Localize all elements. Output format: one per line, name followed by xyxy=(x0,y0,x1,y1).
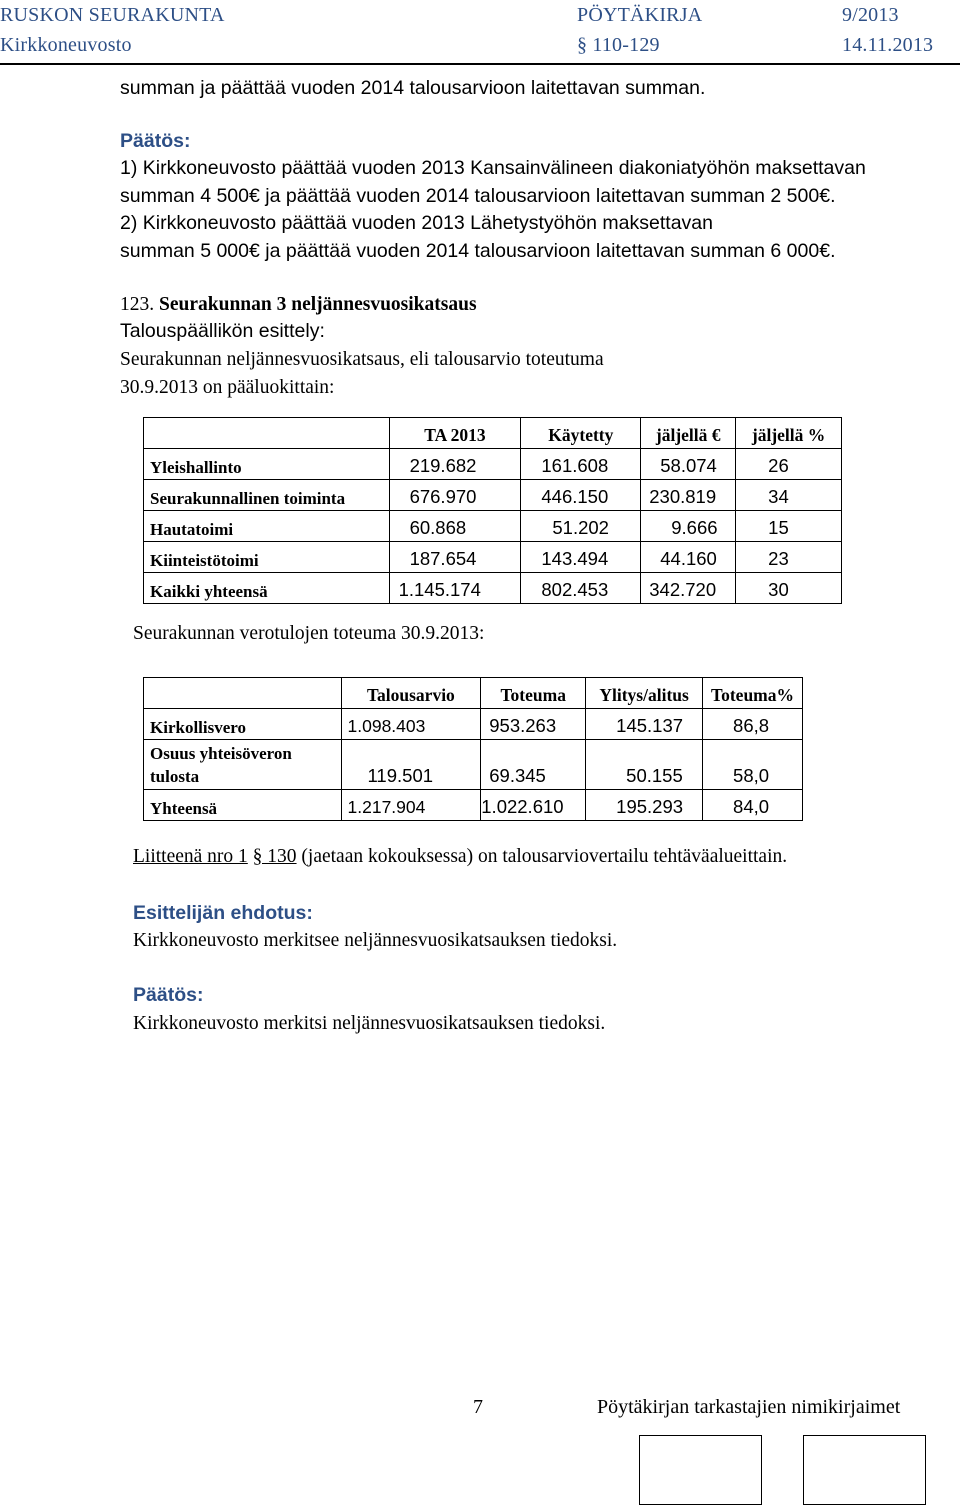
row-label: Hautatoimi xyxy=(144,511,390,542)
row-label: Seurakunnallinen toiminta xyxy=(144,480,390,511)
cell: 9.666 xyxy=(641,511,736,542)
budget-table xyxy=(143,417,842,604)
row-label: Kiinteistötoimi xyxy=(144,542,390,573)
page-number: 7 xyxy=(473,1396,483,1418)
header-doc-number: 9/2013 xyxy=(842,4,899,26)
cell: 953.263 xyxy=(481,709,586,740)
row-label: Kaikki yhteensä xyxy=(144,573,390,604)
table-header-cell: Ylitys/alitus xyxy=(586,678,703,709)
intro-line: summan ja päättää vuoden 2014 talousarvioon laitettavan summan. xyxy=(120,77,706,99)
cell: 15 xyxy=(736,511,842,542)
header-body: Kirkkoneuvosto xyxy=(0,34,132,56)
cell: 219.682 xyxy=(389,449,521,480)
cell: 145.137 xyxy=(586,709,703,740)
row-label: Kirkollisvero xyxy=(144,709,342,740)
cell: 86,8 xyxy=(703,709,803,740)
header-doc-type: PÖYTÄKIRJA xyxy=(577,4,703,26)
cell: 69.345 xyxy=(481,740,586,790)
table-row xyxy=(144,709,803,740)
proposal-text: Kirkkoneuvosto merkitsee neljännesvuosikatsauksen tiedoksi. xyxy=(133,930,618,951)
cell: 26 xyxy=(736,449,842,480)
section-number: 123. xyxy=(120,294,155,315)
table-header-row xyxy=(144,678,803,709)
table-row xyxy=(144,542,842,573)
row-label: Osuus yhteisöveron tulosta xyxy=(144,740,342,790)
cell: 23 xyxy=(736,542,842,573)
decision-label: Päätös: xyxy=(120,130,191,152)
signatures-label: Pöytäkirjan tarkastajien nimikirjaimet xyxy=(597,1396,901,1418)
cell: 60.868 xyxy=(389,511,521,542)
tax-table xyxy=(143,677,803,821)
header-date: 14.11.2013 xyxy=(842,34,934,56)
cell: 143.494 xyxy=(521,542,641,573)
section-desc-line: 30.9.2013 on pääluokittain: xyxy=(120,377,335,398)
decision-line: summan 4 500€ ja päättää vuoden 2014 talousarvioon laitettavan summan 2 500€. xyxy=(120,185,836,207)
table-header-cell: jäljellä % xyxy=(736,418,842,449)
header-org: RUSKON SEURAKUNTA xyxy=(0,4,225,26)
signature-box[interactable] xyxy=(803,1435,926,1505)
cell: 1.022.610 xyxy=(481,790,586,821)
proposal-label: Esittelijän ehdotus: xyxy=(133,902,313,924)
table-header-cell xyxy=(144,418,390,449)
row-label: Yleishallinto xyxy=(144,449,390,480)
table-header-cell: Toteuma xyxy=(481,678,586,709)
cell: 161.608 xyxy=(521,449,641,480)
appendix-text: (jaetaan kokouksessa) on talousarviovertailu tehtäväalueittain. xyxy=(296,846,788,867)
decision-line: 1) Kirkkoneuvosto päättää vuoden 2013 Kansainvälineen diakoniatyöhön maksettavan xyxy=(120,157,866,179)
table-header-cell: Toteuma% xyxy=(703,678,803,709)
appendix-link[interactable]: Liitteenä nro 1 xyxy=(133,846,248,867)
table-row xyxy=(144,449,842,480)
cell: 802.453 xyxy=(521,573,641,604)
tax-heading: Seurakunnan verotulojen toteuma 30.9.2013: xyxy=(133,623,485,644)
table-row xyxy=(144,740,803,790)
table-header-cell xyxy=(144,678,342,709)
decision-line: summan 5 000€ ja päättää vuoden 2014 talousarvioon laitettavan summan 6 000€. xyxy=(120,240,836,262)
cell: 58,0 xyxy=(703,740,803,790)
appendix-section-link[interactable]: § 130 xyxy=(252,846,297,867)
header-rule xyxy=(0,63,960,65)
table-header-cell: jäljellä € xyxy=(641,418,736,449)
table-header-row xyxy=(144,418,842,449)
cell: 30 xyxy=(736,573,842,604)
decision-line: 2) Kirkkoneuvosto päättää vuoden 2013 Lähetystyöhön maksettavan xyxy=(120,212,713,234)
section-desc-line: Seurakunnan neljännesvuosikatsaus, eli talousarvio toteutuma xyxy=(120,349,604,370)
cell: 446.150 xyxy=(521,480,641,511)
cell: 58.074 xyxy=(641,449,736,480)
header-section-range: § 110-129 xyxy=(577,34,660,56)
decision-text: Kirkkoneuvosto merkitsi neljännesvuosikatsauksen tiedoksi. xyxy=(133,1013,606,1034)
cell: 34 xyxy=(736,480,842,511)
cell: 676.970 xyxy=(389,480,521,511)
table-header-cell: Talousarvio xyxy=(341,678,481,709)
table-header-cell: Käytetty xyxy=(521,418,641,449)
cell: 1.217.904 xyxy=(341,790,481,821)
cell: 1.098.403 xyxy=(341,709,481,740)
signature-box[interactable] xyxy=(639,1435,762,1505)
appendix-line xyxy=(133,843,787,871)
cell: 119.501 xyxy=(341,740,481,790)
cell: 195.293 xyxy=(586,790,703,821)
cell: 187.654 xyxy=(389,542,521,573)
section-title: Seurakunnan 3 neljännesvuosikatsaus xyxy=(159,294,477,315)
table-header-cell: TA 2013 xyxy=(389,418,521,449)
cell: 230.819 xyxy=(641,480,736,511)
table-row xyxy=(144,573,842,604)
cell: 1.145.174 xyxy=(389,573,521,604)
row-label: Yhteensä xyxy=(144,790,342,821)
cell: 342.720 xyxy=(641,573,736,604)
presenter-label: Talouspäällikön esittely: xyxy=(120,320,325,342)
cell: 51.202 xyxy=(521,511,641,542)
table-row xyxy=(144,480,842,511)
cell: 50.155 xyxy=(586,740,703,790)
cell: 44.160 xyxy=(641,542,736,573)
section-heading xyxy=(120,291,477,319)
table-row xyxy=(144,511,842,542)
table-row xyxy=(144,790,803,821)
decision-label: Päätös: xyxy=(133,984,204,1006)
cell: 84,0 xyxy=(703,790,803,821)
